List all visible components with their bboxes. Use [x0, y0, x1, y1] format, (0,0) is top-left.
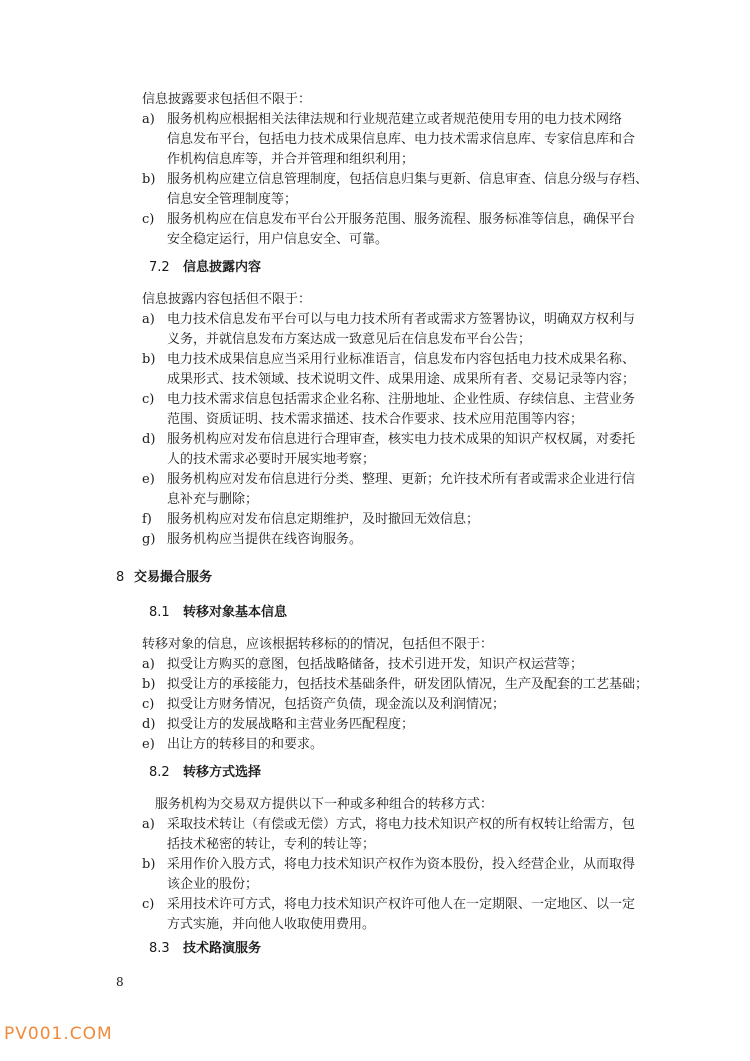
section-8-heading — [116, 568, 212, 588]
list-item-line: 义务，并就信息发布方案达成一致意见后在信息发布平台公告； — [167, 332, 532, 347]
section-number: 8.3 — [149, 941, 170, 956]
list-item-label: a) — [142, 312, 155, 327]
list-item-line: 采用技术许可方式，将电力技术知识产权许可他人在一定期限、一定地区、以一定 — [167, 897, 636, 912]
list-item-label: b) — [142, 352, 156, 367]
list-item-line: 服务机构应建立信息管理制度，包括信息归集与更新、信息审查、信息分级与存档、 — [167, 172, 649, 187]
list-item-line: 作机构信息库等，并合并管理和组织利用； — [167, 152, 415, 167]
section-8-2-heading — [149, 763, 261, 783]
list-item-line: 服务机构应对发布信息定期维护，及时撤回无效信息； — [167, 512, 480, 527]
list-item-line: 拟受让方的发展战略和主营业务匹配程度； — [167, 717, 415, 732]
list-item-line: 方式实施，并向他人收取使用费用。 — [167, 917, 376, 932]
list-item-line: 范围、资质证明、技术需求描述、技术合作要求、技术应用范围等内容； — [167, 412, 584, 427]
section-number: 8.2 — [149, 765, 170, 780]
section-title: 转移对象基本信息 — [183, 605, 288, 620]
section-7-2-heading — [149, 258, 261, 278]
list-item-label: c) — [142, 897, 155, 912]
list-item-label: c) — [142, 697, 155, 712]
list-item-line: 电力技术信息发布平台可以与电力技术所有者或需求方签署协议，明确双方权利与 — [167, 312, 636, 327]
section-8-3-heading — [149, 939, 261, 959]
section-number: 7.2 — [149, 260, 170, 275]
list-item-line: 电力技术成果信息应当采用行业标准语言，信息发布内容包括电力技术成果名称、 — [167, 352, 636, 367]
list-item-line: 出让方的转移目的和要求。 — [167, 737, 324, 752]
list-item-line: 电力技术需求信息包括需求企业名称、注册地址、企业性质、存续信息、主营业务 — [167, 392, 636, 407]
list-item-label: e) — [142, 472, 155, 487]
section-title: 转移方式选择 — [183, 765, 262, 780]
list-item-line: 息补充与删除； — [167, 492, 259, 507]
list-item-label: e) — [142, 737, 155, 752]
section-title: 信息披露内容 — [183, 260, 262, 275]
list-item-label: a) — [142, 657, 155, 672]
list-item-label: c) — [142, 212, 155, 227]
list-item-label: b) — [142, 172, 156, 187]
page-number: 8 — [116, 975, 124, 989]
section-8-2-intro: 服务机构为交易双方提供以下一种或多种组合的转移方式： — [155, 797, 494, 812]
list-item-label: d) — [142, 717, 156, 732]
section-number: 8.1 — [149, 605, 170, 620]
list-item-label: b) — [142, 677, 156, 692]
list-item-label: f) — [142, 512, 152, 527]
list-item-label: d) — [142, 432, 156, 447]
list-item-line: 采用作价入股方式，将电力技术知识产权作为资本股份，投入经营企业，从而取得 — [167, 857, 636, 872]
section-7-2-intro: 信息披露内容包括但不限于： — [142, 292, 312, 307]
list-item-line: 该企业的股份； — [167, 877, 259, 892]
list-item-line: 服务机构应在信息发布平台公开服务范围、服务流程、服务标准等信息，确保平台 — [167, 212, 636, 227]
list-item-line: 服务机构应当提供在线咨询服务。 — [167, 532, 363, 547]
list-item-label: g) — [142, 532, 156, 547]
section-number: 8 — [116, 570, 125, 585]
list-item-line: 服务机构应对发布信息进行分类、整理、更新；允许技术所有者或需求企业进行信 — [167, 472, 636, 487]
section-title: 交易撮合服务 — [134, 570, 213, 585]
list-item-line: 服务机构应根据相关法律法规和行业规范建立或者规范使用专用的电力技术网络 — [167, 112, 623, 127]
section-7-1-intro: 信息披露要求包括但不限于： — [142, 92, 312, 107]
list-item-line: 采取技术转让（有偿或无偿）方式，将电力技术知识产权的所有权转让给需方，包 — [167, 817, 636, 832]
list-item-line: 服务机构应对发布信息进行合理审查，核实电力技术成果的知识产权权属，对委托 — [167, 432, 636, 447]
list-item-line: 人的技术需求必要时开展实地考察； — [167, 452, 376, 467]
list-item-label: b) — [142, 857, 156, 872]
section-8-1-intro: 转移对象的信息，应该根据转移标的的情况，包括但不限于： — [142, 637, 494, 652]
list-item-line: 拟受让方的承接能力，包括技术基础条件，研发团队情况，生产及配套的工艺基础； — [167, 677, 649, 692]
section-8-1-heading — [149, 603, 287, 623]
list-item-label: a) — [142, 817, 155, 832]
section-title: 技术路演服务 — [183, 941, 262, 956]
list-item-label: a) — [142, 112, 155, 127]
list-item-label: c) — [142, 392, 155, 407]
list-item-line: 成果形式、技术领域、技术说明文件、成果用途、成果所有者、交易记录等内容； — [167, 372, 636, 387]
list-item-line: 拟受让方购买的意图，包括战略储备，技术引进开发，知识产权运营等； — [167, 657, 584, 672]
list-item-line: 安全稳定运行，用户信息安全、可靠。 — [167, 232, 389, 247]
list-item-line: 括技术秘密的转让，专利的转让等； — [167, 837, 376, 852]
list-item-line: 信息安全管理制度等； — [167, 192, 298, 207]
list-item-line: 信息发布平台，包括电力技术成果信息库、电力技术需求信息库、专家信息库和合 — [167, 132, 636, 147]
list-item-line: 拟受让方财务情况，包括资产负债，现金流以及利润情况； — [167, 697, 506, 712]
watermark: PV001.COM — [4, 1024, 113, 1044]
